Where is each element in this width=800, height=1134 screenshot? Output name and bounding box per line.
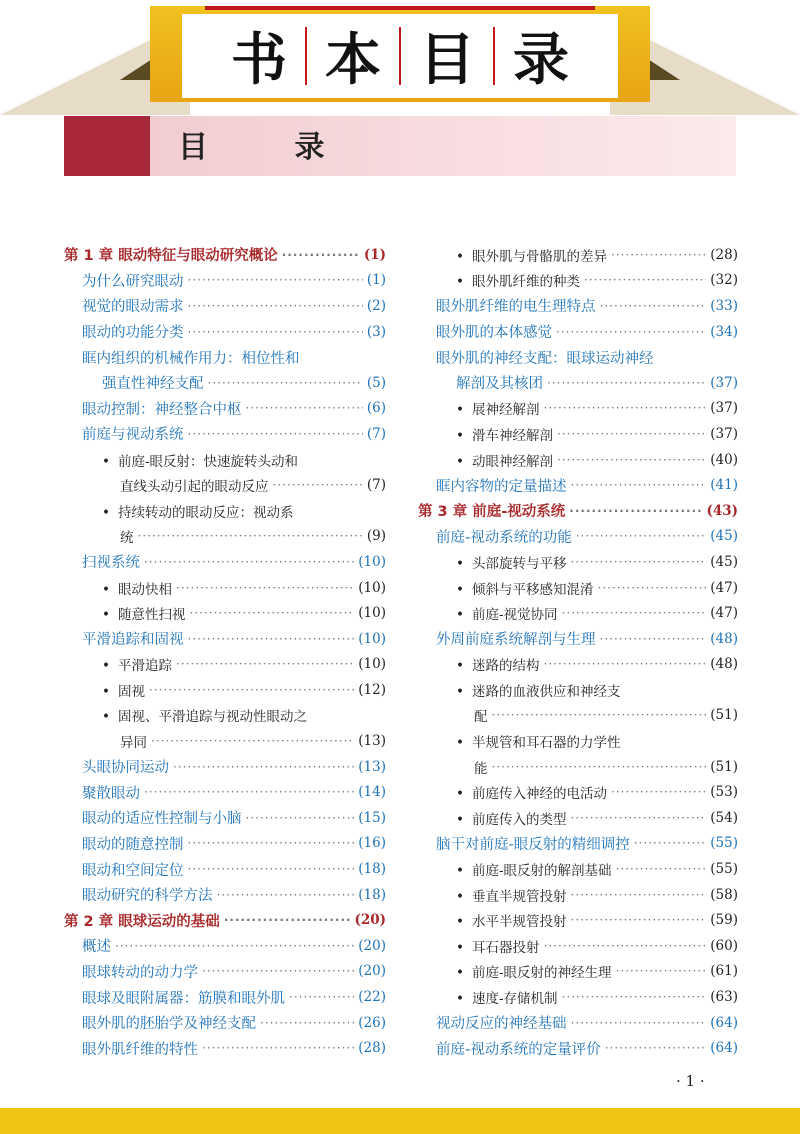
toc-page-number: (43)	[706, 502, 738, 519]
toc-page-number: (37)	[710, 374, 738, 391]
toc-entry[interactable]	[416, 524, 738, 550]
leader-dots	[611, 248, 706, 262]
toc-entry[interactable]	[416, 779, 738, 805]
toc-entry-title: 眼外肌纤维的种类	[472, 274, 580, 291]
banner-title	[182, 14, 618, 98]
toc-entry-title: 展神经解剖	[472, 402, 540, 419]
toc-entry-title: 视觉的眼动需求	[82, 299, 184, 316]
toc-page-number: (53)	[710, 784, 738, 801]
toc-entry[interactable]	[416, 447, 738, 473]
toc-entry[interactable]	[416, 370, 738, 396]
leader-dots	[188, 273, 363, 287]
toc-page-number: (40)	[710, 451, 738, 468]
bullet-icon: •	[456, 683, 464, 700]
leader-dots	[173, 760, 354, 774]
toc-page-number: (45)	[710, 553, 738, 570]
toc-entry[interactable]	[62, 652, 386, 678]
toc-page-number: (13)	[358, 758, 386, 775]
bullet-icon: •	[456, 555, 464, 572]
toc-entry-title: 第 3 章 前庭-视动系统	[418, 504, 566, 521]
leader-dots	[598, 581, 707, 595]
bullet-icon: •	[456, 581, 464, 598]
leader-dots	[273, 478, 363, 492]
toc-page-number: (6)	[366, 400, 386, 417]
toc-entry[interactable]	[62, 549, 386, 575]
leader-dots	[202, 1041, 354, 1055]
toc-entry-title: 眼外肌的胚胎学及神经支配	[82, 1016, 256, 1033]
toc-page-number: (3)	[366, 323, 386, 340]
bullet-icon: •	[456, 274, 464, 291]
bullet-icon: •	[102, 453, 110, 470]
toc-entry-title: 眼外肌纤维的特性	[82, 1041, 198, 1058]
banner-char-4: 录	[513, 28, 569, 93]
toc-entry-title: 平滑追踪和固视	[82, 632, 184, 649]
toc-entry-title: 迷路的血液供应和神经支	[472, 683, 621, 700]
banner-top-stripe	[205, 6, 595, 10]
toc-entry[interactable]	[62, 677, 386, 703]
toc-page-number: (10)	[358, 656, 386, 673]
toc-entry[interactable]	[62, 728, 386, 754]
leader-dots	[571, 1016, 707, 1030]
toc-entry-title: 前庭-视觉协同	[472, 607, 558, 624]
toc-entry[interactable]	[62, 472, 386, 498]
banner-char-1: 书	[231, 28, 287, 93]
toc-entry[interactable]	[416, 1010, 738, 1036]
toc-entry[interactable]	[62, 754, 386, 780]
bullet-icon: •	[456, 248, 464, 265]
leader-dots	[616, 964, 707, 978]
toc-page-number: (55)	[710, 835, 738, 852]
toc-page-number: (2)	[366, 297, 386, 314]
toc-entry[interactable]	[62, 779, 386, 805]
bullet-icon: •	[456, 786, 464, 803]
toc-page-number: (10)	[358, 605, 386, 622]
toc-entry-title: 第 2 章 眼球运动的基础	[64, 913, 220, 930]
toc-entry[interactable]	[62, 524, 386, 550]
leader-dots	[217, 888, 355, 902]
toc-entry[interactable]	[62, 421, 386, 447]
toc-entry-title: 配	[474, 709, 488, 726]
toc-entry-title: 眼外肌的神经支配：眼球运动神经	[436, 350, 654, 367]
toc-page-number: (16)	[358, 835, 386, 852]
toc-left-column	[62, 242, 386, 1061]
toc-entry[interactable]	[416, 933, 738, 959]
toc-entry[interactable]	[416, 575, 738, 601]
toc-page-number: (45)	[710, 528, 738, 545]
leader-dots	[224, 913, 351, 927]
bullet-icon: •	[102, 607, 110, 624]
toc-entry-title: 为什么研究眼动	[82, 273, 184, 290]
toc-entry[interactable]	[416, 652, 738, 678]
toc-entry[interactable]	[416, 882, 738, 908]
toc-page-number: (14)	[358, 784, 386, 801]
toc-entry[interactable]	[62, 882, 386, 908]
leader-dots	[289, 990, 354, 1004]
toc-entry-title: 眼动快相	[118, 581, 172, 598]
toc-entry-title: 随意性扫视	[118, 607, 186, 624]
toc-entry[interactable]	[62, 319, 386, 345]
toc-entry-title: 脑干对前庭-眼反射的精细调控	[436, 836, 630, 853]
toc-page-number: (5)	[366, 374, 386, 391]
toc-entry[interactable]	[416, 831, 738, 857]
toc-entry[interactable]	[62, 805, 386, 831]
toc-entry-title: 外周前庭系统解剖与生理	[436, 632, 596, 649]
toc-page-number: (20)	[358, 963, 386, 980]
toc-entry[interactable]	[416, 1035, 738, 1061]
toc-entry[interactable]	[416, 293, 738, 319]
toc-entry-title: 聚散眼动	[82, 785, 140, 802]
toc-entry[interactable]	[416, 984, 738, 1010]
toc-entry-title: 统	[120, 530, 134, 547]
bullet-icon: •	[456, 965, 464, 982]
leader-dots	[246, 811, 355, 825]
toc-entry-title: 眶内容物的定量描述	[436, 478, 567, 495]
leader-dots	[562, 990, 707, 1004]
toc-entry-title: 异同	[120, 735, 147, 752]
bullet-icon: •	[456, 607, 464, 624]
toc-page-number: (48)	[710, 656, 738, 673]
bullet-icon: •	[456, 735, 464, 752]
bullet-icon: •	[102, 709, 110, 726]
bullet-icon: •	[456, 658, 464, 675]
banner-char-3: 目	[419, 28, 475, 93]
toc-entry-title: 概述	[82, 939, 111, 956]
toc-entry-title: 能	[474, 760, 488, 777]
page-number: · 1 ·	[676, 1072, 705, 1090]
toc-entry-title: 前庭与视动系统	[82, 427, 184, 444]
toc-entry[interactable]	[416, 907, 738, 933]
leader-dots	[547, 376, 706, 390]
toc-page-number: (54)	[710, 809, 738, 826]
toc-entry[interactable]	[416, 728, 738, 754]
toc-entry-title: 固视	[118, 683, 145, 700]
toc-page-number: (37)	[710, 425, 738, 442]
toc-entry-title: 固视、平滑追踪与视动性眼动之	[118, 709, 307, 726]
bullet-icon: •	[456, 427, 464, 444]
toc-page-number: (22)	[358, 989, 386, 1006]
toc-page-number: (51)	[710, 707, 738, 724]
toc-entry-title: 平滑追踪	[118, 658, 172, 675]
leader-dots	[144, 785, 354, 799]
toc-page-number: (1)	[363, 246, 386, 263]
leader-dots	[562, 606, 707, 620]
toc-page-number: (12)	[358, 681, 386, 698]
toc-entry[interactable]	[62, 600, 386, 626]
toc-entry-title: 滑车神经解剖	[472, 427, 553, 444]
leader-dots	[544, 657, 707, 671]
leader-dots	[556, 325, 706, 339]
banner-char-2: 本	[325, 28, 381, 93]
toc-page-number: (28)	[358, 1040, 386, 1057]
toc-entry[interactable]	[62, 984, 386, 1010]
bullet-icon: •	[456, 811, 464, 828]
leader-dots	[115, 939, 354, 953]
contents-header-accent	[64, 116, 150, 176]
toc-entry-title: 前庭-眼反射的解剖基础	[472, 863, 612, 880]
toc-entry[interactable]	[62, 831, 386, 857]
toc-entry-title: 倾斜与平移感知混淆	[472, 581, 594, 598]
leader-dots	[611, 785, 706, 799]
leader-dots	[557, 453, 706, 467]
toc-entry[interactable]	[62, 575, 386, 601]
bullet-icon: •	[102, 504, 110, 521]
toc-entry-title: 水平半规管投射	[472, 914, 567, 931]
toc-page-number: (60)	[710, 937, 738, 954]
toc-entry[interactable]	[62, 396, 386, 422]
leader-dots	[571, 888, 707, 902]
toc-entry-title: 前庭-视动系统的定量评价	[436, 1041, 601, 1058]
toc-entry-title: 眼动控制：神经整合中枢	[82, 401, 242, 418]
toc-entry[interactable]	[416, 600, 738, 626]
toc-entry[interactable]	[416, 242, 738, 268]
toc-entry-title: 视动反应的神经基础	[436, 1016, 567, 1033]
leader-dots	[492, 760, 707, 774]
toc-entry[interactable]	[62, 1010, 386, 1036]
leader-dots	[571, 555, 707, 569]
toc-entry-title: 前庭-眼反射的神经生理	[472, 965, 612, 982]
toc-page-number: (47)	[710, 605, 738, 622]
leader-dots	[188, 632, 355, 646]
bullet-icon: •	[456, 939, 464, 956]
toc-entry[interactable]	[416, 472, 738, 498]
toc-entry-title: 垂直半规管投射	[472, 888, 567, 905]
toc-page-number: (63)	[710, 989, 738, 1006]
toc-right-column	[416, 242, 738, 1061]
toc-page-number: (55)	[710, 861, 738, 878]
leader-dots	[188, 836, 355, 850]
toc-entry[interactable]	[416, 856, 738, 882]
toc-entry-title: 眼外肌的本体感觉	[436, 325, 552, 342]
toc-entry-title: 直线头动引起的眼动反应	[120, 479, 269, 496]
contents-header-bar	[64, 116, 736, 176]
leader-dots	[616, 862, 707, 876]
toc-page-number: (10)	[358, 630, 386, 647]
toc-entry-title: 头部旋转与平移	[472, 555, 567, 572]
leader-dots	[557, 427, 706, 441]
toc-page-number: (32)	[710, 272, 738, 289]
toc-chapter-entry[interactable]	[416, 498, 738, 524]
bullet-icon: •	[102, 683, 110, 700]
toc-entry-title: 前庭-视动系统的功能	[436, 529, 572, 546]
toc-entry-title: 耳石器投射	[472, 939, 540, 956]
toc-entry-title: 眼球转动的动力学	[82, 964, 198, 981]
leader-dots	[149, 683, 354, 697]
toc-entry[interactable]	[416, 268, 738, 294]
toc-page-number: (10)	[358, 579, 386, 596]
leader-dots	[576, 529, 707, 543]
bottom-yellow-bar	[0, 1108, 800, 1134]
bullet-icon: •	[456, 863, 464, 880]
toc-entry[interactable]	[416, 754, 738, 780]
contents-title: 目 录	[178, 130, 363, 165]
toc-entry[interactable]	[62, 498, 386, 524]
toc-page-number: (15)	[358, 809, 386, 826]
toc-entry[interactable]	[416, 805, 738, 831]
leader-dots	[176, 581, 354, 595]
leader-dots	[208, 376, 363, 390]
toc-entry[interactable]	[62, 703, 386, 729]
toc-entry[interactable]	[62, 1035, 386, 1061]
toc-entry[interactable]	[416, 959, 738, 985]
leader-dots	[188, 862, 355, 876]
bullet-icon: •	[456, 914, 464, 931]
bullet-icon: •	[456, 991, 464, 1008]
toc-entry[interactable]	[62, 959, 386, 985]
leader-dots	[571, 913, 707, 927]
leader-dots	[188, 427, 363, 441]
toc-chapter-entry[interactable]	[62, 907, 386, 933]
toc-entry-title: 前庭传入的类型	[472, 811, 567, 828]
leader-dots	[176, 657, 354, 671]
leader-dots	[151, 734, 354, 748]
toc-entry-title: 持续转动的眼动反应：视动系	[118, 504, 294, 521]
leader-dots	[190, 606, 355, 620]
leader-dots	[584, 273, 706, 287]
toc-entry[interactable]	[62, 370, 386, 396]
toc-entry-title: 前庭传入神经的电活动	[472, 786, 607, 803]
toc-entry-title: 眼动的随意控制	[82, 836, 184, 853]
toc-entry[interactable]	[62, 447, 386, 473]
leader-dots	[492, 708, 707, 722]
leader-dots	[600, 632, 707, 646]
toc-page-number: (61)	[710, 963, 738, 980]
toc-page-number: (20)	[358, 937, 386, 954]
toc-page-number: (37)	[710, 400, 738, 417]
toc-entry-title: 动眼神经解剖	[472, 453, 553, 470]
toc-page-number: (13)	[358, 733, 386, 750]
toc-entry[interactable]	[62, 933, 386, 959]
toc-entry[interactable]	[416, 344, 738, 370]
toc-entry-title: 眶内组织的机械作用力：相位性和	[82, 350, 300, 367]
toc-page-number: (64)	[710, 1014, 738, 1031]
toc-entry-title: 头眼协同运动	[82, 760, 169, 777]
toc-chapter-entry[interactable]	[62, 242, 386, 268]
toc-page-number: (18)	[358, 886, 386, 903]
toc-entry[interactable]	[62, 293, 386, 319]
toc-entry-title: 眼动的功能分类	[82, 325, 184, 342]
leader-dots	[569, 504, 702, 518]
toc-entry-title: 眼外肌与骨骼肌的差异	[472, 248, 607, 265]
toc-entry-title: 扫视系统	[82, 555, 140, 572]
bullet-icon: •	[102, 658, 110, 675]
toc-page-number: (7)	[366, 425, 386, 442]
bullet-icon: •	[102, 581, 110, 598]
toc-entry-title: 迷路的结构	[472, 658, 540, 675]
toc-entry[interactable]	[416, 703, 738, 729]
toc-entry[interactable]	[416, 319, 738, 345]
toc-page-number: (28)	[710, 246, 738, 263]
toc-page-number: (10)	[358, 553, 386, 570]
toc-entry[interactable]	[416, 626, 738, 652]
toc-entry-title: 前庭-眼反射：快速旋转头动和	[118, 453, 299, 470]
bullet-icon: •	[456, 453, 464, 470]
toc-entry[interactable]	[62, 856, 386, 882]
toc-entry-title: 眼外肌纤维的电生理特点	[436, 299, 596, 316]
toc-entry[interactable]	[62, 626, 386, 652]
leader-dots	[188, 299, 363, 313]
toc-entry-title: 眼球及眼附属器：筋膜和眼外肌	[82, 990, 285, 1007]
leader-dots	[260, 1016, 354, 1030]
bullet-icon: •	[456, 888, 464, 905]
toc-entry[interactable]	[416, 421, 738, 447]
toc-page-number: (48)	[710, 630, 738, 647]
toc-entry-title: 半规管和耳石器的力学性	[472, 735, 621, 752]
toc-entry[interactable]	[416, 549, 738, 575]
toc-page-number: (34)	[710, 323, 738, 340]
toc-entry[interactable]	[62, 344, 386, 370]
toc-entry-title: 速度-存储机制	[472, 991, 558, 1008]
toc-entry-title: 第 1 章 眼动特征与眼动研究概论	[64, 248, 278, 265]
leader-dots	[571, 811, 707, 825]
toc-page-number: (9)	[366, 528, 386, 545]
toc-page-number: (51)	[710, 758, 738, 775]
toc-page-number: (18)	[358, 861, 386, 878]
leader-dots	[246, 401, 363, 415]
leader-dots	[138, 529, 363, 543]
toc-page-number: (1)	[366, 272, 386, 289]
toc-page-number: (41)	[710, 477, 738, 494]
toc-entry-title: 眼动研究的科学方法	[82, 888, 213, 905]
leader-dots	[144, 555, 354, 569]
leader-dots	[202, 964, 354, 978]
leader-dots	[600, 299, 707, 313]
toc-entry-title: 解剖及其核团	[456, 376, 543, 393]
leader-dots	[188, 325, 363, 339]
leader-dots	[634, 836, 707, 850]
toc-page-number: (26)	[358, 1014, 386, 1031]
toc-page-number: (47)	[710, 579, 738, 596]
toc-page-number: (33)	[710, 297, 738, 314]
toc-entry[interactable]	[416, 396, 738, 422]
leader-dots	[282, 248, 360, 262]
toc-page-number: (59)	[710, 912, 738, 929]
toc-entry-title: 强直性神经支配	[102, 376, 204, 393]
toc-page-number: (7)	[366, 477, 386, 494]
bullet-icon: •	[456, 402, 464, 419]
toc-entry-title: 眼动和空间定位	[82, 862, 184, 879]
leader-dots	[605, 1041, 707, 1055]
toc-page-number: (58)	[710, 886, 738, 903]
toc-entry[interactable]	[416, 677, 738, 703]
leader-dots	[544, 401, 707, 415]
toc-entry[interactable]	[62, 268, 386, 294]
leader-dots	[544, 939, 707, 953]
toc-entry-title: 眼动的适应性控制与小脑	[82, 811, 242, 828]
toc-page-number: (20)	[354, 912, 386, 929]
toc-page-number: (64)	[710, 1040, 738, 1057]
leader-dots	[571, 478, 707, 492]
